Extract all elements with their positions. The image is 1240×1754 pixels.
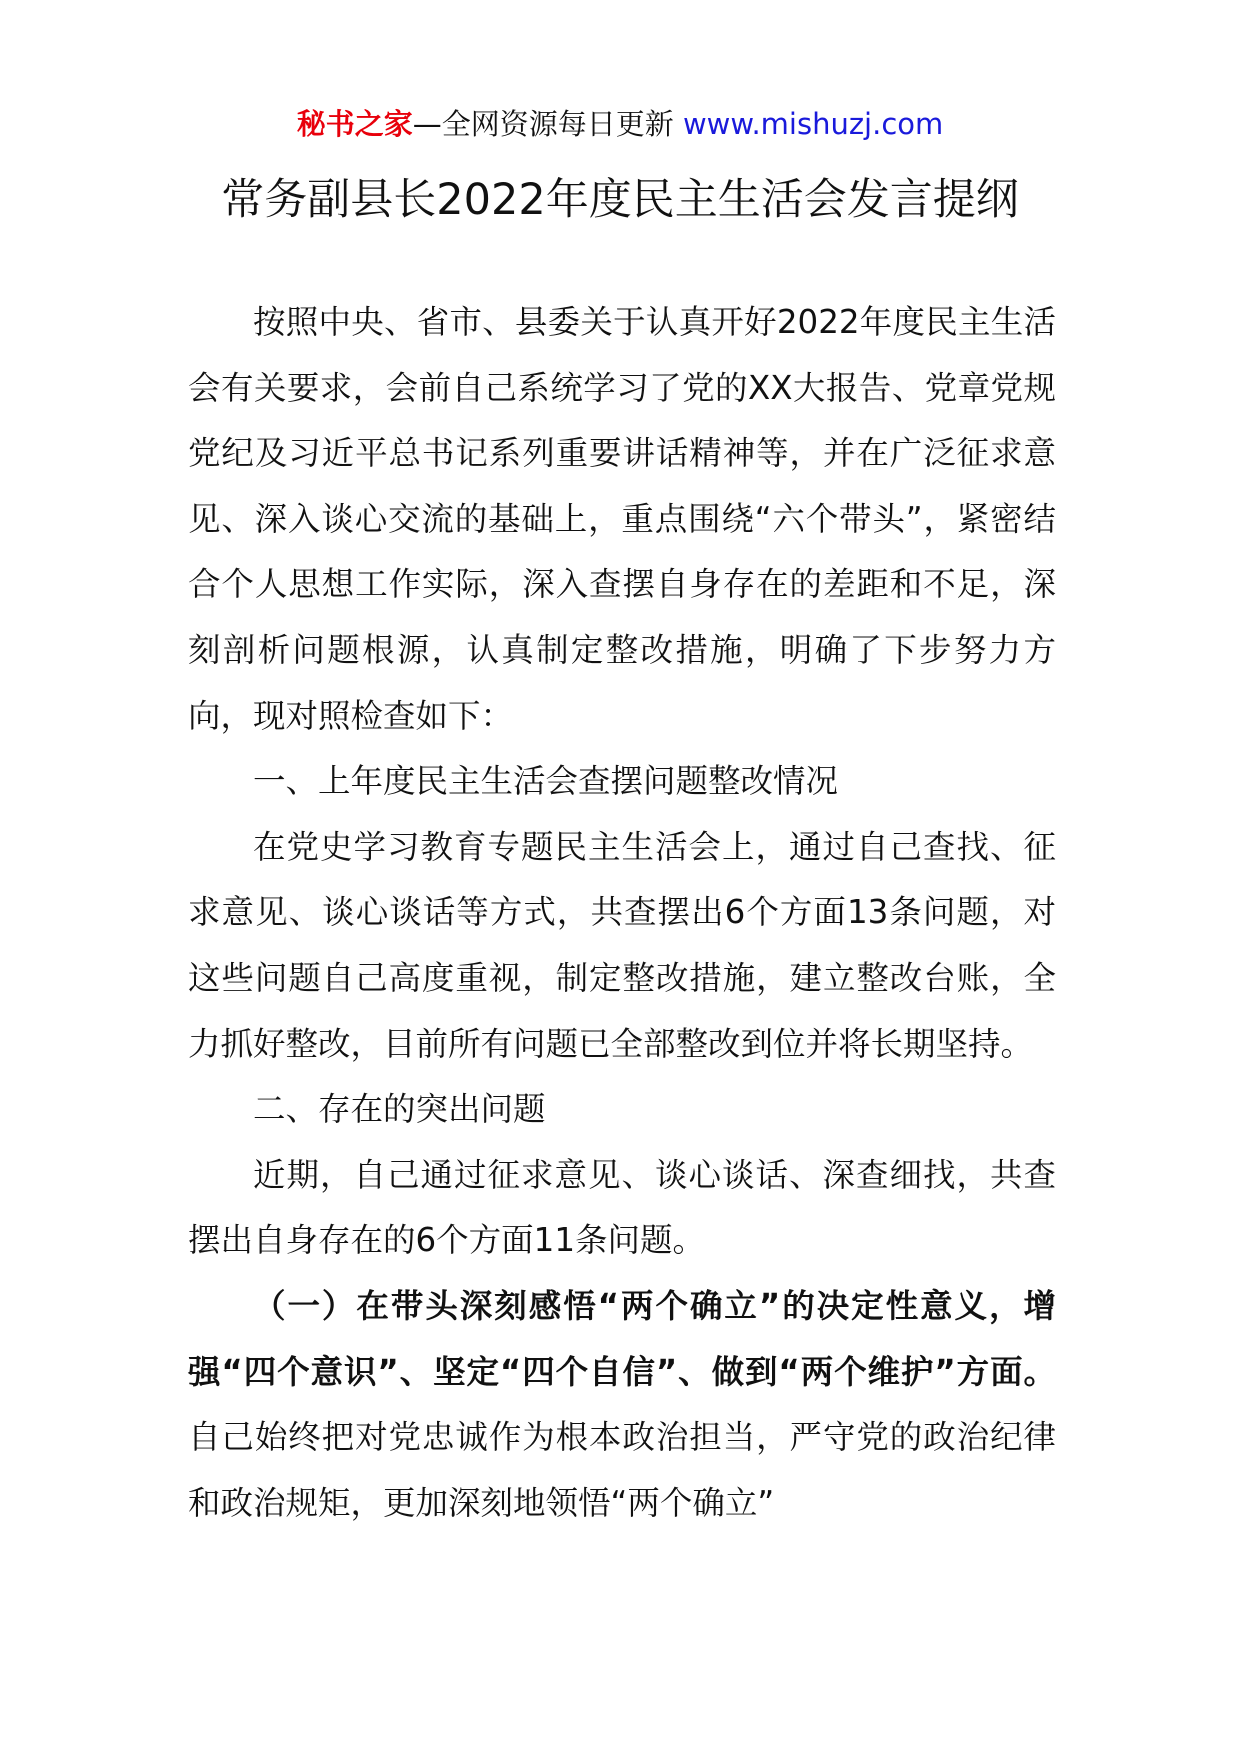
intro-paragraph: 按照中央、省市、县委关于认真开好2022年度民主生活会有关要求，会前自己系统学习了党的XX大报告、党章党规党纪及习近平总书记系列重要讲话精神等，并在广泛征求意见、深入谈心交流的基础上，重点围绕“六个带头”，紧密结合个人思想工作实际，深入查摆自身存在的差距和不足，深刻剖析问题根源，认真制定整改措施，明确了下步努力方向，现对照检查如下： [188,303,1056,735]
site-url[interactable]: www.mishuzj.com [682,107,944,141]
document-body [188,290,1056,1536]
section-2-paragraph: 近期，自己通过征求意见、谈心谈话、深查细找，共查摆出自身存在的6个方面11条问题。 [188,1155,1056,1260]
section-heading-1: 一、上年度民主生活会查摆问题整改情况 [253,762,839,801]
site-watermark-header [0,104,1240,144]
brand-name: 秘书之家 [296,107,413,141]
subsection-1-paragraph [188,1274,1056,1536]
document-title: 常务副县长2022年度民主生活会发言提纲 [221,175,1019,225]
section-1-paragraph: 在党史学习教育专题民主生活会上，通过自己查找、征求意见、谈心谈话等方式，共查摆出6个方面13条问题，对这些问题自己高度重视，制定整改措施，建立整改台账，全力抓好整改，目前所有问题已全部整改到位并将长期坚持。 [188,827,1056,1063]
subsection-1-text: 自己始终把对党忠诚作为根本政治担当，严守党的政治纪律和政治规矩，更加深刻地领悟“两个确立” [188,1418,1056,1522]
subsection-1-heading: （一）在带头深刻感悟“两个确立”的决定性意义，增强“四个意识”、坚定“四个自信”、做到“两个维护”方面。 [188,1286,1056,1391]
brand-tagline: —全网资源每日更新 [412,107,674,141]
section-heading-2: 二、存在的突出问题 [253,1090,546,1129]
